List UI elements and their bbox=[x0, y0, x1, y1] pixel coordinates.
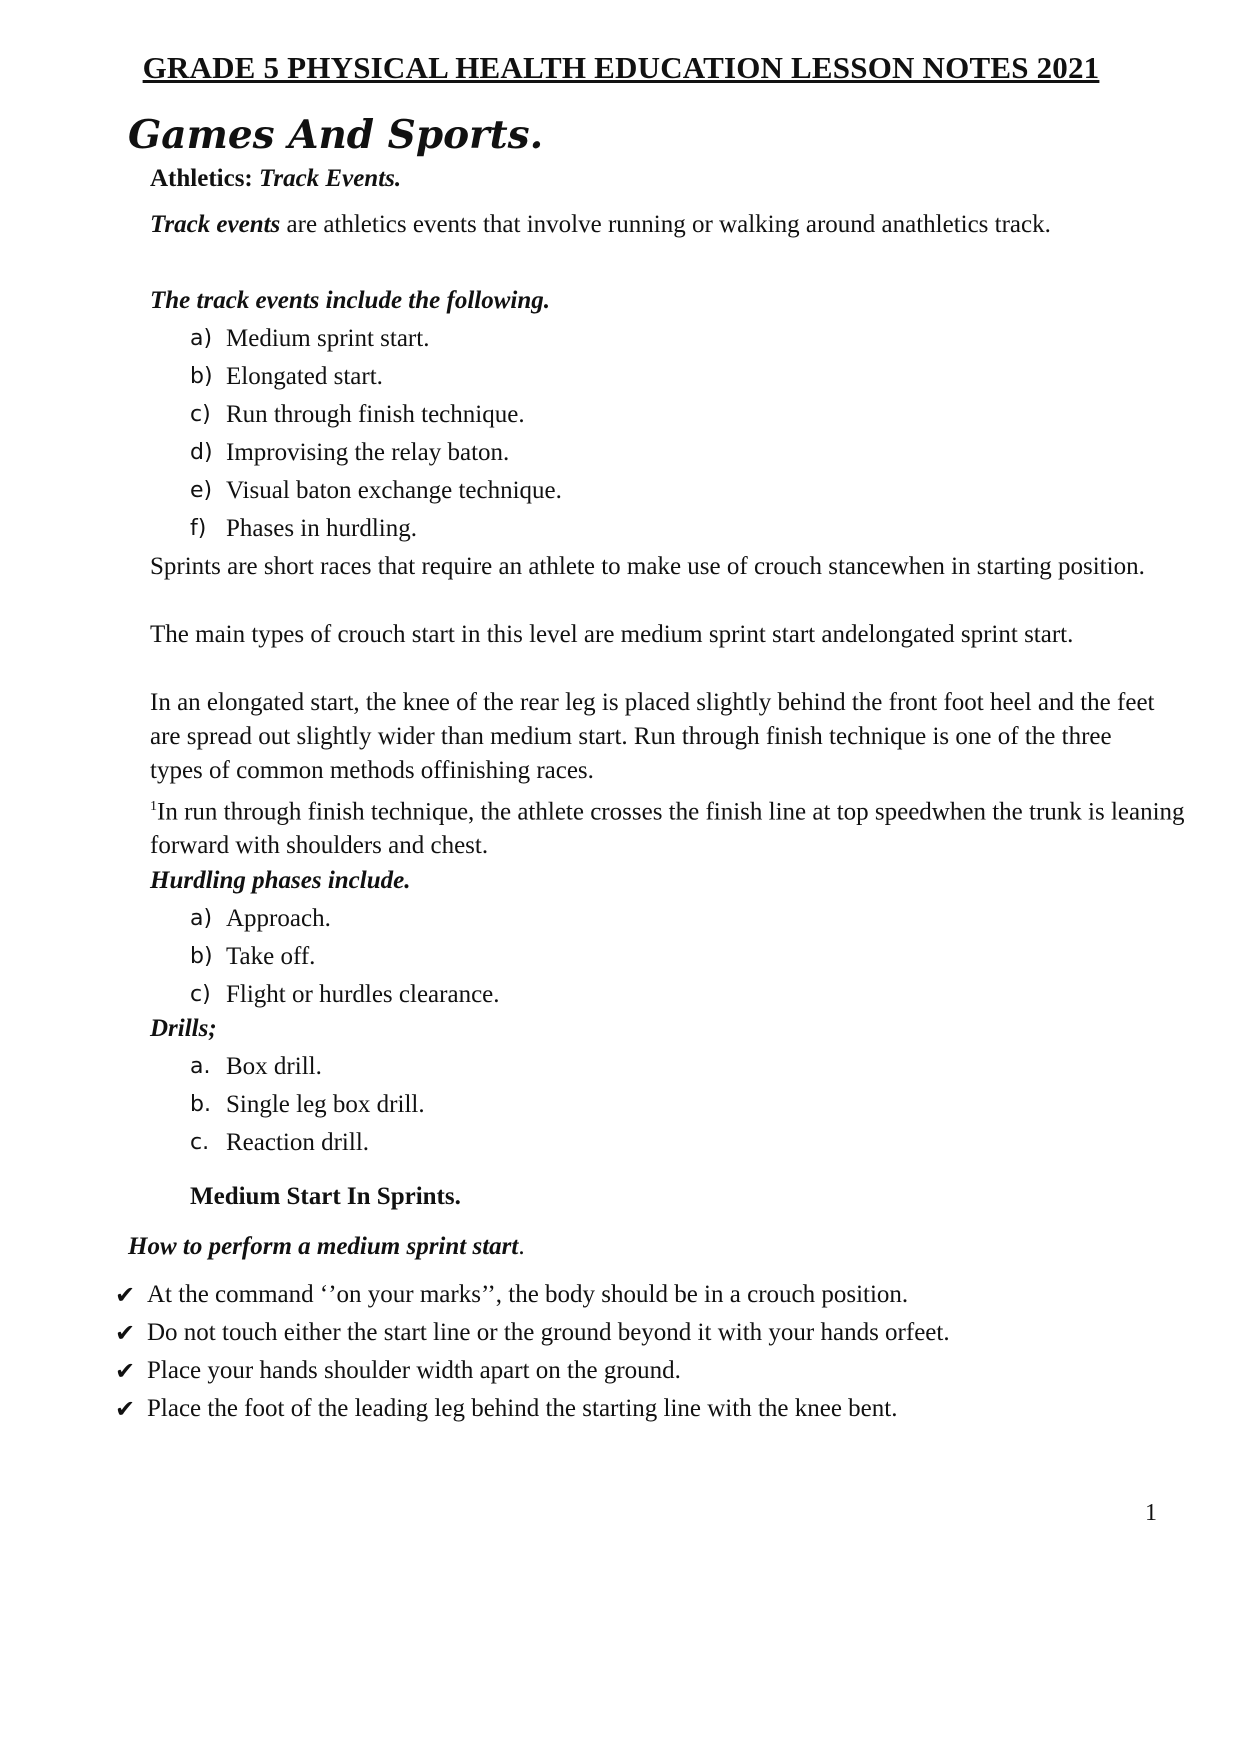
list-item-text: Single leg box drill. bbox=[226, 1091, 425, 1118]
list-item bbox=[190, 358, 562, 396]
list-item bbox=[190, 320, 562, 358]
list-item bbox=[190, 1124, 425, 1162]
list-item bbox=[190, 900, 500, 938]
track-events-heading: The track events include the following. bbox=[150, 287, 550, 314]
list-item bbox=[190, 938, 500, 976]
document-title: GRADE 5 PHYSICAL HEALTH EDUCATION LESSON NOTES 2021 bbox=[142, 50, 1100, 85]
list-item bbox=[115, 1314, 950, 1352]
list-item-text: Improvising the relay baton. bbox=[226, 439, 510, 466]
list-marker: b. bbox=[190, 1092, 211, 1117]
list-item bbox=[190, 434, 562, 472]
step-text: Place your hands shoulder width apart on the ground. bbox=[147, 1357, 681, 1384]
footnote-mark: 1 bbox=[150, 799, 157, 814]
page-number: 1 bbox=[1145, 1500, 1157, 1526]
subhead-label: Athletics: bbox=[150, 165, 253, 192]
list-marker: d) bbox=[190, 440, 213, 465]
list-item-text: Reaction drill. bbox=[226, 1129, 370, 1156]
step-text: Place the foot of the leading leg behind the starting line with the knee bent. bbox=[147, 1395, 898, 1422]
check-mark-icon: ✔ bbox=[115, 1395, 136, 1423]
hurdling-heading: Hurdling phases include. bbox=[150, 867, 411, 894]
intro-definition: are athletics events that involve running or walking around anathletics track. bbox=[280, 211, 1051, 238]
list-item bbox=[190, 976, 500, 1014]
check-mark-icon: ✔ bbox=[115, 1319, 136, 1347]
list-item-text: Phases in hurdling. bbox=[226, 515, 417, 542]
check-mark-icon: ✔ bbox=[115, 1281, 136, 1309]
how-to-heading-period: . bbox=[518, 1233, 525, 1260]
list-item bbox=[115, 1352, 950, 1390]
list-item-text: Run through finish technique. bbox=[226, 401, 525, 428]
list-marker: b) bbox=[190, 364, 213, 389]
intro-paragraph bbox=[150, 208, 1170, 242]
list-marker: c. bbox=[190, 1130, 210, 1155]
drills-list bbox=[190, 1048, 425, 1162]
list-item-text: Medium sprint start. bbox=[226, 325, 430, 352]
list-marker: a) bbox=[190, 906, 213, 931]
list-item-text: Flight or hurdles clearance. bbox=[226, 981, 500, 1008]
step-text: Do not touch either the start line or the ground beyond it with your hands orfeet. bbox=[147, 1319, 950, 1346]
drills-heading: Drills; bbox=[150, 1015, 217, 1042]
list-marker: f) bbox=[190, 516, 207, 541]
list-item-text: Approach. bbox=[226, 905, 331, 932]
medium-start-heading: Medium Start In Sprints. bbox=[190, 1183, 461, 1210]
run-through-paragraph bbox=[150, 790, 1190, 863]
list-marker: e) bbox=[190, 478, 213, 503]
list-item bbox=[190, 1048, 425, 1086]
list-item-text: Visual baton exchange technique. bbox=[226, 477, 562, 504]
list-marker: a) bbox=[190, 326, 213, 351]
list-item bbox=[115, 1390, 950, 1428]
crouch-paragraph: The main types of crouch start in this level are medium sprint start andelongated sprint start. bbox=[150, 621, 1074, 648]
section-title: Games And Sports. bbox=[128, 112, 544, 158]
list-item bbox=[190, 472, 562, 510]
list-item bbox=[190, 1086, 425, 1124]
track-events-list bbox=[190, 320, 562, 548]
check-mark-icon: ✔ bbox=[115, 1357, 136, 1385]
list-item bbox=[190, 396, 562, 434]
list-item bbox=[115, 1276, 950, 1314]
how-to-steps bbox=[115, 1276, 950, 1428]
list-item-text: Box drill. bbox=[226, 1053, 322, 1080]
list-marker: b) bbox=[190, 944, 213, 969]
run-through-text: In run through finish technique, the athlete crosses the finish line at top speedwhen the trunk is leaning forward with shoulders and chest. bbox=[150, 798, 1185, 860]
list-item bbox=[190, 510, 562, 548]
step-text: At the command ‘’on your marks’’, the body should be in a crouch position. bbox=[147, 1281, 909, 1308]
how-to-heading bbox=[128, 1230, 525, 1264]
subheading bbox=[150, 162, 401, 196]
hurdling-list bbox=[190, 900, 500, 1014]
list-marker: a. bbox=[190, 1054, 211, 1079]
list-item-text: Take off. bbox=[226, 943, 316, 970]
list-item-text: Elongated start. bbox=[226, 363, 383, 390]
intro-term: Track events bbox=[150, 211, 281, 238]
list-marker: c) bbox=[190, 402, 211, 427]
how-to-heading-text: How to perform a medium sprint start bbox=[128, 1233, 519, 1260]
subhead-topic: Track Events. bbox=[259, 165, 402, 192]
list-marker: c) bbox=[190, 982, 211, 1007]
sprints-paragraph: Sprints are short races that require an athlete to make use of crouch stancewhen in starting position. bbox=[150, 553, 1145, 580]
elongated-paragraph: In an elongated start, the knee of the rear leg is placed slightly behind the front foot heel and the feet are spread out slightly wider than medium start. Run through finish technique is one of the three types of common methods offinishing races. bbox=[150, 689, 1155, 784]
